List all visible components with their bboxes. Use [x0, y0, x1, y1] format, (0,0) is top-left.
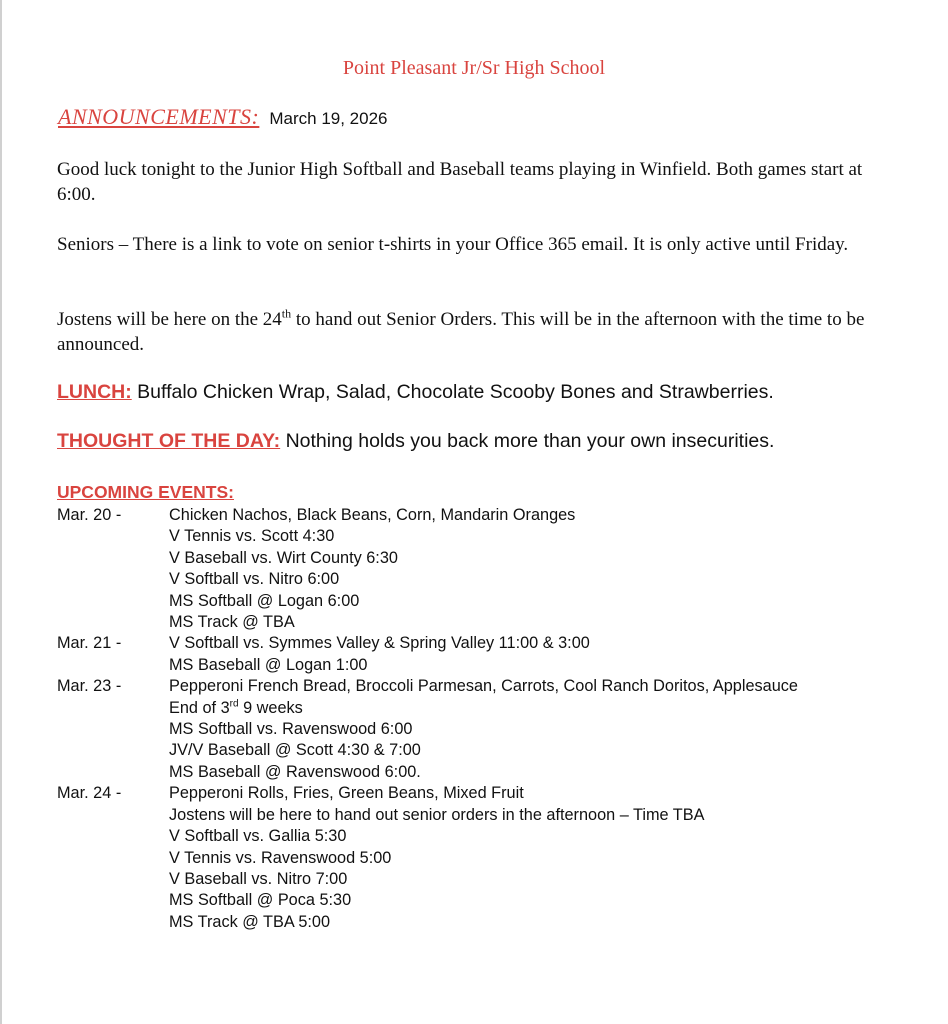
thought-label: THOUGHT OF THE DAY: — [57, 430, 281, 452]
event-date: Mar. 23 - — [57, 677, 122, 696]
announcement-paragraph: Seniors – There is a link to vote on senior t-shirts in your Office 365 email. It is only active until Friday. — [57, 234, 849, 255]
event-item: V Tennis vs. Scott 4:30 — [169, 527, 335, 546]
upcoming-events-heading: UPCOMING EVENTS: — [57, 482, 234, 502]
event-group — [57, 783, 917, 933]
event-item: MS Baseball @ Logan 1:00 — [169, 655, 368, 674]
ordinal-superscript: rd — [229, 698, 239, 710]
event-item: MS Softball vs. Ravenswood 6:00 — [169, 720, 413, 739]
lunch-text: Buffalo Chicken Wrap, Salad, Chocolate Scooby Bones and Strawberries. — [131, 381, 774, 403]
event-item: V Baseball vs. Wirt County 6:30 — [169, 548, 398, 567]
event-group — [57, 505, 917, 633]
announcements-heading: ANNOUNCEMENTS: — [58, 104, 260, 129]
school-title: Point Pleasant Jr/Sr High School — [342, 57, 606, 79]
event-item: V Softball vs. Gallia 5:30 — [169, 827, 347, 846]
announcement-paragraph: Good luck tonight to the Junior High Softball and Baseball teams playing in Winfield. Both games start at 6:00. — [57, 159, 863, 205]
event-item: V Softball vs. Nitro 6:00 — [169, 570, 340, 589]
event-item: V Baseball vs. Nitro 7:00 — [169, 869, 348, 888]
event-date: Mar. 21 - — [57, 634, 122, 653]
event-item: Pepperoni Rolls, Fries, Green Beans, Mixed Fruit — [169, 784, 524, 803]
event-group — [57, 633, 917, 676]
event-items — [169, 783, 917, 933]
jostens-text-rest: to hand out Senior Orders. This will be in the afternoon with the time to be announced. — [57, 309, 865, 355]
announcements-header — [58, 104, 388, 130]
event-item: Jostens will be here to hand out senior orders in the afternoon – Time TBA — [169, 805, 705, 824]
event-item: MS Track @ TBA — [169, 613, 295, 632]
event-item: JV/V Baseball @ Scott 4:30 & 7:00 — [169, 741, 421, 760]
event-item: MS Softball @ Logan 6:00 — [169, 591, 360, 610]
thought-line — [57, 430, 774, 453]
event-item: V Softball vs. Symmes Valley & Spring Valley 11:00 & 3:00 — [169, 634, 590, 653]
jostens-superscript: th — [281, 306, 292, 321]
event-item: V Tennis vs. Ravenswood 5:00 — [169, 848, 392, 867]
event-item: MS Track @ TBA 5:00 — [169, 912, 331, 931]
event-group — [57, 676, 917, 783]
event-item: Chicken Nachos, Black Beans, Corn, Mandarin Oranges — [169, 506, 576, 524]
event-item: MS Softball @ Poca 5:30 — [169, 891, 352, 910]
thought-text: Nothing holds you back more than your own insecurities. — [280, 430, 775, 452]
event-date: Mar. 24 - — [57, 784, 122, 803]
jostens-paragraph — [57, 307, 897, 357]
jostens-text: Jostens will be here on the 24 — [57, 309, 282, 330]
lunch-label: LUNCH: — [57, 381, 132, 403]
events-list — [57, 505, 917, 933]
event-items — [169, 676, 917, 783]
event-items — [169, 633, 917, 676]
event-date: Mar. 20 - — [57, 506, 122, 524]
end-of-term-text: End of 3rd 9 weeks — [169, 698, 303, 717]
event-item: MS Baseball @ Ravenswood 6:00. — [169, 762, 421, 781]
event-items — [169, 505, 917, 633]
announcement-date: March 19, 2026 — [269, 109, 388, 128]
event-item-end-of-term — [169, 698, 917, 719]
event-item: Pepperoni French Bread, Broccoli Parmesan, Carrots, Cool Ranch Doritos, Applesauce — [169, 677, 798, 696]
lunch-line — [57, 381, 774, 404]
